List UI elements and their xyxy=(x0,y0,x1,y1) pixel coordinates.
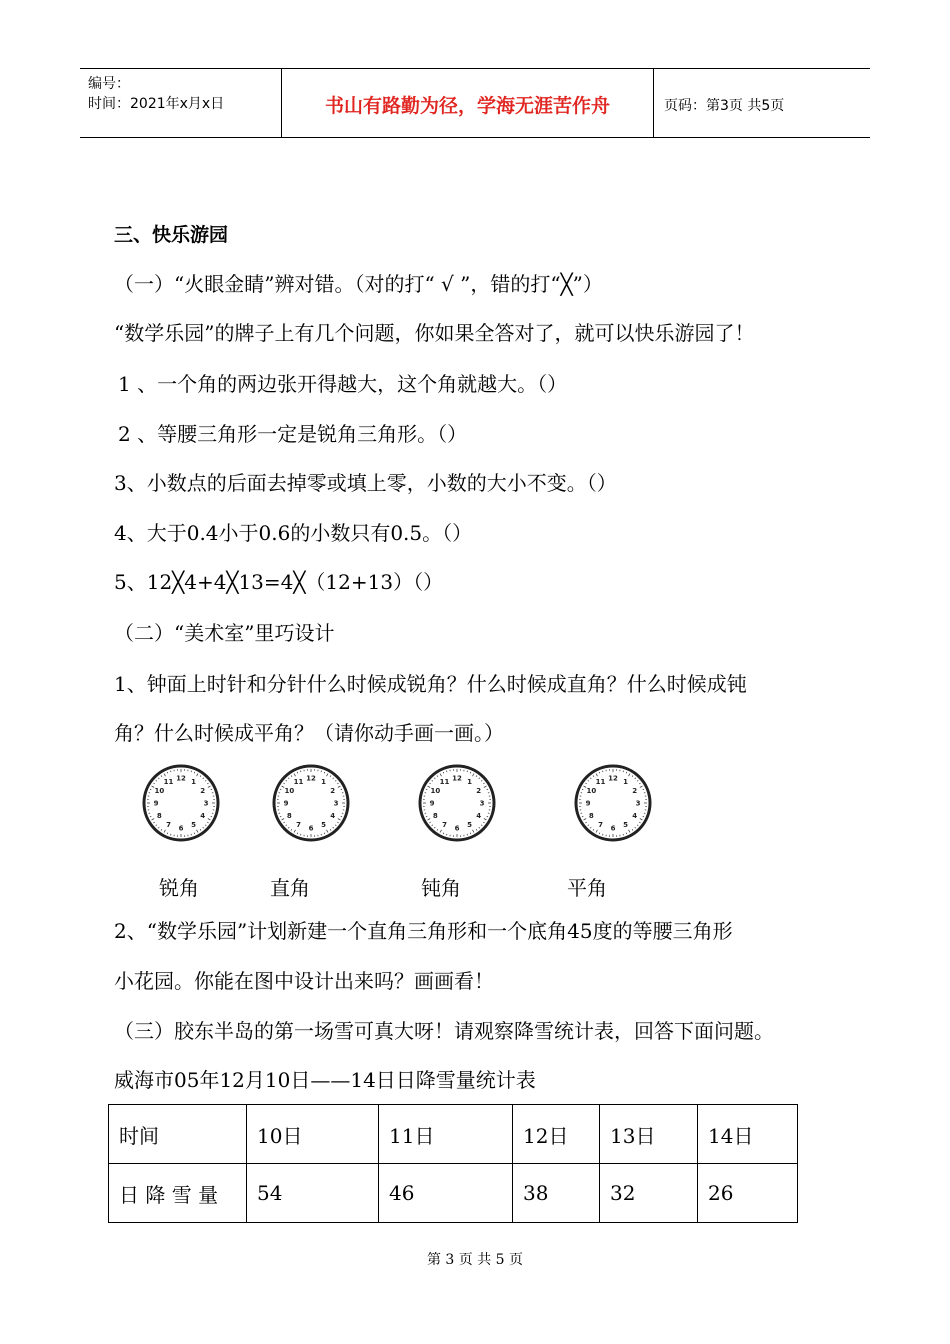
svg-text:12: 12 xyxy=(176,774,186,783)
svg-text:1: 1 xyxy=(191,777,196,786)
svg-text:12: 12 xyxy=(306,774,316,783)
part2-q2-line2: 小花园。你能在图中设计出来吗？画画看！ xyxy=(114,969,494,993)
question-item: 4、大于0.4小于0.6的小数只有0.5。（） xyxy=(114,521,473,545)
svg-text:7: 7 xyxy=(296,821,301,830)
svg-text:12: 12 xyxy=(608,774,618,783)
svg-text:10: 10 xyxy=(284,787,295,795)
svg-text:5: 5 xyxy=(467,821,472,830)
question-item: 3、小数点的后面去掉零或填上零，小数的大小不变。（） xyxy=(114,471,617,495)
svg-text:9: 9 xyxy=(283,799,289,808)
page-info: 页码：第3页 共5页 xyxy=(664,98,785,114)
clock-face-icon xyxy=(140,762,222,844)
svg-text:9: 9 xyxy=(429,799,435,808)
number-label: 编号： xyxy=(88,76,130,92)
table-cell: 38 xyxy=(513,1164,600,1223)
svg-text:5: 5 xyxy=(623,821,628,830)
question-item: 1 、一个角的两边张开得越大，这个角就越大。（） xyxy=(118,372,568,396)
table-cell: 10日 xyxy=(247,1105,379,1164)
svg-text:11: 11 xyxy=(163,777,174,786)
question-item: 2 、等腰三角形一定是锐角三角形。（） xyxy=(118,422,468,446)
svg-text:10: 10 xyxy=(586,787,597,795)
svg-text:6: 6 xyxy=(178,824,184,833)
svg-text:7: 7 xyxy=(442,821,447,830)
table-cell: 54 xyxy=(247,1164,379,1223)
svg-text:8: 8 xyxy=(432,812,438,820)
part2-title: （二）“美术室”里巧设计 xyxy=(114,621,335,645)
part2-q1-line2: 角？什么时候成平角？（请你动手画一画。） xyxy=(114,721,504,745)
header-motto-cell xyxy=(282,69,654,137)
table-cell: 32 xyxy=(600,1164,698,1223)
svg-text:4: 4 xyxy=(200,812,206,820)
svg-text:3: 3 xyxy=(635,799,641,808)
part1-title: （一）“火眼金睛”辨对错。（对的打“ √ ”，错的打“╳”） xyxy=(114,272,603,296)
table-caption: 威海市05年12月10日——14日日降雪量统计表 xyxy=(114,1068,536,1092)
svg-text:10: 10 xyxy=(154,787,165,795)
svg-text:3: 3 xyxy=(333,799,339,808)
clock-label-acute: 锐角 xyxy=(159,876,199,900)
table-cell: 26 xyxy=(698,1164,798,1223)
svg-text:8: 8 xyxy=(156,812,162,820)
table-cell: 12日 xyxy=(513,1105,600,1164)
table-cell: 46 xyxy=(379,1164,513,1223)
part2-q2-line1: 2、“数学乐园”计划新建一个直角三角形和一个底角45度的等腰三角形 xyxy=(114,919,733,943)
svg-text:8: 8 xyxy=(286,812,292,820)
section-title: 三、快乐游园 xyxy=(114,224,229,246)
time-label: 时间：2021年x月x日 xyxy=(88,96,225,112)
question-item: 5、12╳4+4╳13=4╳（12+13）（） xyxy=(114,570,444,594)
svg-text:2: 2 xyxy=(200,787,206,795)
clock-face-icon xyxy=(416,762,498,844)
part2-q1-line1: 1、钟面上时针和分针什么时候成锐角？什么时候成直角？什么时候成钝 xyxy=(114,672,747,696)
motto: 书山有路勤为径，学海无涯苦作舟 xyxy=(324,95,610,117)
svg-text:1: 1 xyxy=(623,777,628,786)
svg-text:6: 6 xyxy=(610,824,616,833)
svg-text:6: 6 xyxy=(308,824,314,833)
svg-text:7: 7 xyxy=(598,821,603,830)
table-cell: 13日 xyxy=(600,1105,698,1164)
svg-text:1: 1 xyxy=(467,777,472,786)
svg-text:3: 3 xyxy=(479,799,485,808)
clock-face-icon xyxy=(270,762,352,844)
page-header xyxy=(80,68,870,138)
svg-text:8: 8 xyxy=(588,812,594,820)
table-row xyxy=(109,1105,798,1164)
svg-text:1: 1 xyxy=(321,777,326,786)
page-footer: 第 3 页 共 5 页 xyxy=(426,1252,524,1268)
svg-text:4: 4 xyxy=(330,812,336,820)
svg-text:7: 7 xyxy=(166,821,171,830)
svg-text:4: 4 xyxy=(476,812,482,820)
svg-text:11: 11 xyxy=(293,777,304,786)
table-row xyxy=(109,1164,798,1223)
header-page-cell xyxy=(654,69,870,137)
svg-text:10: 10 xyxy=(430,787,441,795)
svg-text:11: 11 xyxy=(439,777,450,786)
header-info-cell xyxy=(80,69,282,137)
clock-face-icon xyxy=(572,762,654,844)
svg-text:3: 3 xyxy=(203,799,209,808)
snowfall-table xyxy=(108,1104,798,1223)
svg-text:12: 12 xyxy=(452,774,462,783)
svg-text:2: 2 xyxy=(476,787,482,795)
svg-text:9: 9 xyxy=(585,799,591,808)
svg-text:2: 2 xyxy=(632,787,638,795)
svg-text:6: 6 xyxy=(454,824,460,833)
clock-label-obtuse: 钝角 xyxy=(421,876,461,900)
part3-title: （三）胶东半岛的第一场雪可真大呀！请观察降雪统计表，回答下面问题。 xyxy=(114,1019,774,1043)
table-cell: 14日 xyxy=(698,1105,798,1164)
clock-label-right: 直角 xyxy=(270,876,310,900)
svg-text:4: 4 xyxy=(632,812,638,820)
svg-text:5: 5 xyxy=(321,821,326,830)
svg-text:9: 9 xyxy=(153,799,159,808)
clock-label-straight: 平角 xyxy=(567,876,607,900)
svg-text:5: 5 xyxy=(191,821,196,830)
svg-text:11: 11 xyxy=(595,777,606,786)
svg-text:2: 2 xyxy=(330,787,336,795)
table-row-header: 日 降 雪 量 xyxy=(109,1164,247,1223)
table-cell: 11日 xyxy=(379,1105,513,1164)
part1-intro: “数学乐园”的牌子上有几个问题，你如果全答对了，就可以快乐游园了！ xyxy=(114,321,755,345)
table-row-header: 时间 xyxy=(109,1105,247,1164)
